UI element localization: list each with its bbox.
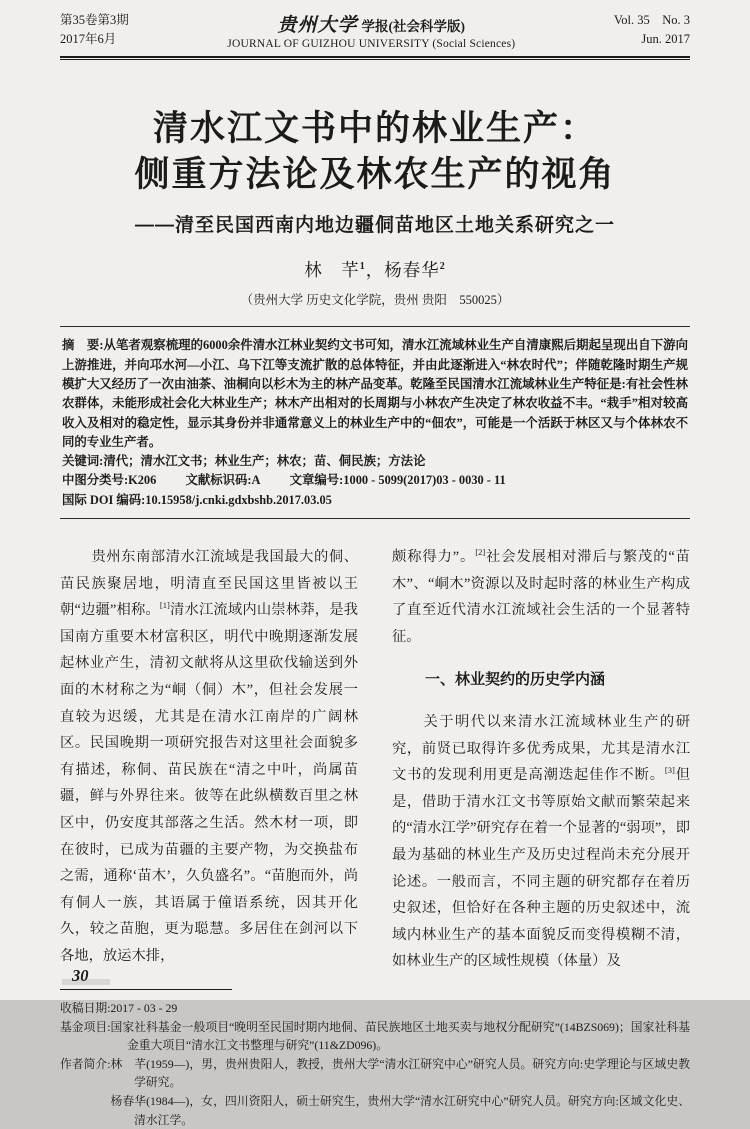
affiliation-line: （贵州大学 历史文化学院，贵州 贵阳 550025） [240,293,510,308]
journal-name-calligraphy: 贵州大学 [277,14,358,36]
author-1-name: 林 芊 [304,260,360,281]
author-bio-label: 作者简介: [60,1056,111,1071]
page-number: 30 [72,966,89,985]
issue-volume-cn: 第35卷第3期 [60,12,129,27]
section-1-heading: 一、林业契约的历史学内涵 [425,671,606,689]
funding-row [60,1018,690,1055]
issue-info-en [614,11,690,50]
article-title [60,106,690,198]
journal-title-cn [227,10,515,37]
clc-label: 中图分类号: [62,473,129,488]
footnotes-block [60,999,690,1129]
received-date-label: 收稿日期: [60,1000,111,1015]
clc-item [62,473,156,487]
issue-info-cn [60,11,129,50]
article-title-line2: 侧重方法论及林农生产的视角 [134,155,616,195]
author-bio-row [60,1055,690,1129]
abstract-paragraph [62,336,688,452]
issue-date-en: Jun. 2017 [641,32,690,46]
keywords-label: 关键词: [62,454,104,469]
article-title-line1: 清水江文书中的林业生产： [152,109,597,148]
body-left-text-2: 清水江流域内山崇林莽，是我国南方重要木材富积区，明代中晚期逐渐发展起林业产生，清初文献将从这里砍伐输送到外面的木材称之为“峒（侗）木”，但社会发展一直较为迟缓，尤其是在清水江南岸的广阔林区。民国晚期一项研究报告对这里社会面貌多有描述，称侗、苗民族在“清之中叶，尚属苗疆，鲜与外界往来。彼等在此纵横数百里之林区中，仍安度其部落之生活。然木材一项，即在彼时，已成为苗疆的主要产物，为交换盐布之需，通称‘苗木’，久负盛名”。“苗胞而外，尚有侗人一族，其语属于僮语系统，因其开化久，较之苗胞，更为聪慧。多居住在剑河以下各地，放运木排， [60,602,358,964]
classification-line [62,471,688,490]
body-right-text-1: 颇称得力”。 [392,549,476,566]
body-paragraph-1 [60,544,358,970]
page-number-block [66,966,89,986]
body-column-left [60,544,358,975]
article-no-value: 1000 - 5099(2017)03 - 0030 - 11 [343,473,506,488]
clc-value: K206 [128,473,157,488]
body-right-text-3: 关于明代以来清水江流域林业生产的研究，前贤已取得许多优秀成果，尤其是清水江文书的发现利用更是高潮迭起佳作不断。 [392,714,690,784]
funding-label: 基金项目: [60,1019,111,1034]
journal-title-block [227,10,515,50]
received-date-value: 2017 - 03 - 29 [110,1000,178,1015]
keywords-text: 清代；清水江文书；林业生产；林农；苗、侗民族；方法论 [103,454,426,469]
doc-code-value: A [251,473,261,488]
body-column-right [392,544,690,975]
doi-value: 10.15958/j.cnki.gdxbshb.2017.03.05 [145,492,332,507]
body-paragraph-2 [392,709,690,975]
keywords-line [62,452,688,471]
footnote-separator-rule [60,989,232,990]
journal-masthead [60,0,690,50]
article-no-label: 文章编号: [289,473,344,488]
doc-code-item [185,473,260,487]
author-bio-2: 杨春华(1984—)，女，四川资阳人，硕士研究生，贵州大学“清水江研究中心”研究人员。研究方向:区域文化史、清水江学。 [110,1093,690,1127]
author-2-affil-marker: 2 [439,261,446,273]
body-left-text-1: 贵州东南部清水江流域是我国最大的侗、苗民族聚居地，明清直至民国这里皆被以王朝“边疆”相称。 [60,549,358,619]
funding-text: 国家社科基金一般项目“晚明至民国时期内地侗、苗民族地区土地买卖与地权分配研究”(14BZS069)；国家社科基金重大项目“清水江文书整理与研究”(11&ZD096)。 [110,1019,690,1053]
masthead-double-rule [60,56,690,60]
abstract-box [60,326,690,519]
doc-code-label: 文献标识码: [185,473,252,488]
article-subtitle: ——清至民国西南内地边疆侗苗地区土地关系研究之一 [134,215,615,237]
body-right-text-2: 社会发展相对滞后与繁茂的“苗木”、“峒木”资源以及时起时落的林业生产构成了直至近代清水江流域社会生活的一个显著特征。 [392,549,690,645]
author-2-name: 杨春华 [384,260,440,281]
abstract-text: 从笔者观察梳理的6000余件清水江林业契约文书可知，清水江流域林业生产自清康熙后期起呈现出自下游向上游推进，并向邛水河—小江、乌下江等支流扩散的总体特征，并由此逐渐进入“林农时代”；伴随乾隆时期生产规模扩大又经历了一次由油茶、油桐向以杉木为主的林产品变革。乾隆至民国清水江流域林业生产特征是:有社会性林农群体，未能形成社会化大林业生产；林木产出相对的长周期与小林农产生决定了林农收益不丰。“栽手”相对较高收入及相对的稳定性，显示其身份并非通常意义上的林业生产中的“佃农”，可能是一个活跃于林区又与个体林农不同的专业生产者。 [62,338,688,449]
author-bio-content [110,1055,690,1129]
author-separator: ， [365,260,385,281]
abstract-label: 摘 要: [62,338,104,353]
body-right-text-4: 但是，借助于清水江文书等原始文献而繁荣起来的“清水江学”研究存在着一个显著的“弱项”，即最为基础的林业生产及历史过程尚未充分展开论述。一般而言，不同主题的研究都存在着历史叙述，但恰好在各种主题的历史叙述中，流域内林业生产的基本面貌反而变得模糊不清，如林业生产的区域性规模（体量）及 [392,767,691,970]
citation-ref-3: [3] [664,765,675,776]
article-no-item [290,473,506,487]
body-columns [60,544,690,975]
author-1-affil-marker: 1 [359,261,366,273]
issue-date-cn: 2017年6月 [60,32,117,46]
issue-volume-en: Vol. 35 No. 3 [613,12,690,27]
received-date-row [60,999,690,1018]
citation-ref-1: [1] [159,600,170,611]
author-bio-1: 林 芊(1959—)，男，贵州贵阳人，教授，贵州大学“清水江研究中心”研究人员。研究方向:史学理论与区域史教学研究。 [110,1056,690,1090]
doi-line [62,491,688,510]
citation-ref-2: [2] [475,547,486,558]
body-paragraph-1-continued [392,544,690,650]
doi-label: 国际 DOI 编码: [62,492,146,507]
author-line [60,257,690,282]
journal-title-en: JOURNAL OF GUIZHOU UNIVERSITY (Social Sciences) [227,38,516,50]
journal-name-suffix: 学报(社会科学版) [361,19,466,34]
